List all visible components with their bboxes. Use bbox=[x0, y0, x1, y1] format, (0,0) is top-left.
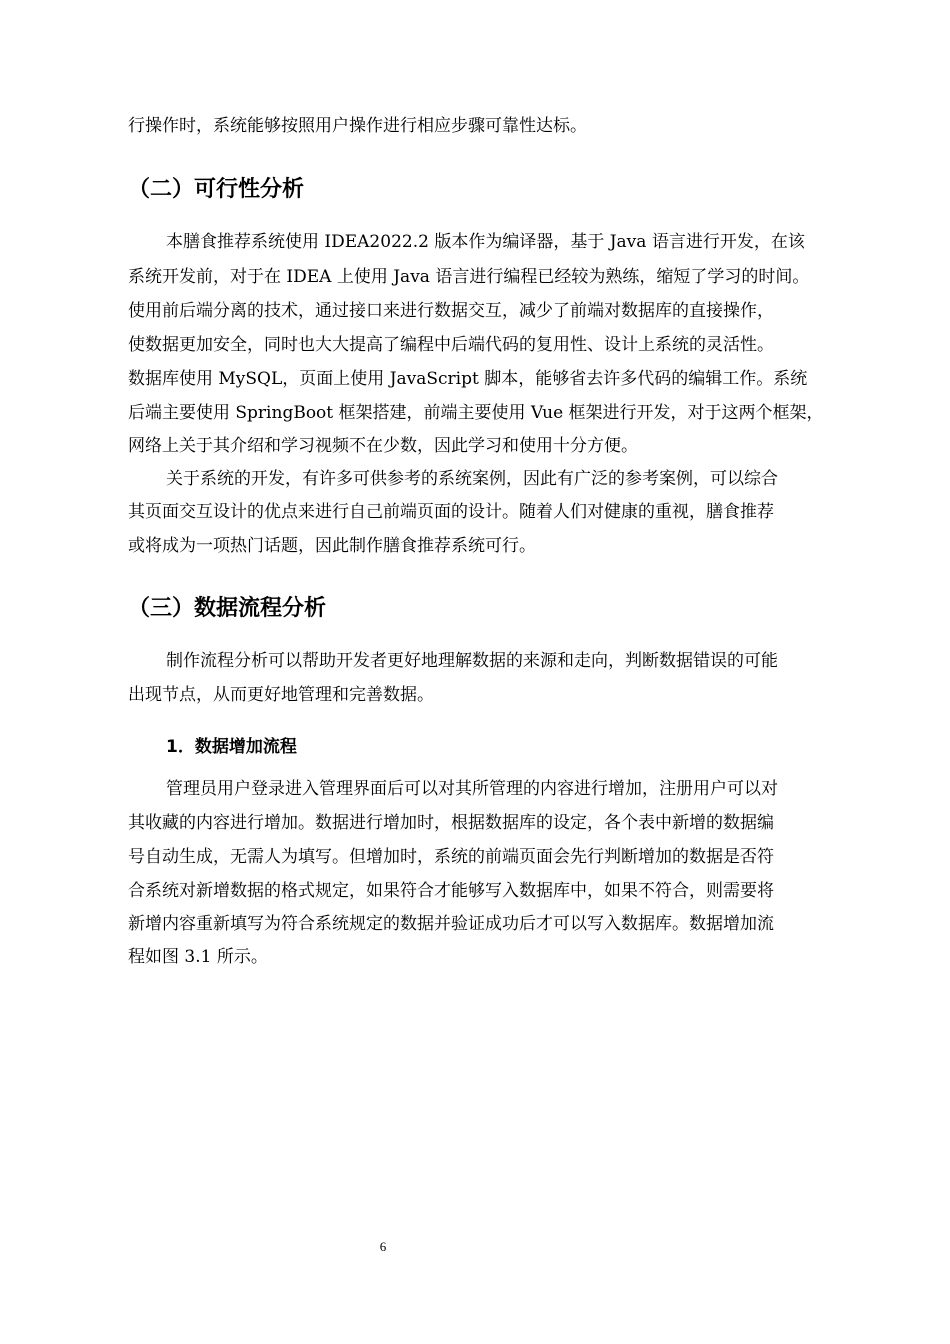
feasibility-paragraph2-line: 其页面交互设计的优点来进行自己前端页面的设计。随着人们对健康的重视，膳食推荐 bbox=[128, 502, 774, 522]
dataflow-paragraph2-line: 其收藏的内容进行增加。数据进行增加时，根据数据库的设定，各个表中新增的数据编 bbox=[128, 813, 774, 833]
dataflow-paragraph1-line: 制作流程分析可以帮助开发者更好地理解数据的来源和走向，判断数据错误的可能 bbox=[166, 651, 778, 671]
page-number: 6 bbox=[379, 1239, 387, 1254]
feasibility-paragraph2-line: 或将成为一项热门话题，因此制作膳食推荐系统可行。 bbox=[128, 536, 536, 556]
section-heading-dataflow: （三）数据流程分析 bbox=[128, 596, 327, 621]
top-paragraph-line: 行操作时，系统能够按照用户操作进行相应步骤可靠性达标。 bbox=[128, 116, 587, 136]
dataflow-paragraph2-line: 合系统对新增数据的格式规定，如果符合才能够写入数据库中，如果不符合，则需要将 bbox=[128, 881, 774, 901]
feasibility-paragraph1-line: 使用前后端分离的技术，通过接口来进行数据交互，减少了前端对数据库的直接操作， bbox=[128, 301, 774, 321]
dataflow-paragraph1-line: 出现节点，从而更好地管理和完善数据。 bbox=[128, 685, 434, 705]
feasibility-paragraph1-line: 网络上关于其介绍和学习视频不在少数，因此学习和使用十分方便。 bbox=[128, 436, 638, 456]
feasibility-paragraph1-line: 本膳食推荐系统使用 IDEA2022.2 版本作为编译器，基于 Java 语言进行开发，在该 bbox=[166, 232, 805, 252]
feasibility-paragraph1-line: 使数据更加安全，同时也大大提高了编程中后端代码的复用性、设计上系统的灵活性。 bbox=[128, 335, 774, 355]
dataflow-paragraph2-line: 新增内容重新填写为符合系统规定的数据并验证成功后才可以写入数据库。数据增加流 bbox=[128, 914, 774, 934]
dataflow-paragraph2-line: 号自动生成，无需人为填写。但增加时，系统的前端页面会先行判断增加的数据是否符 bbox=[128, 847, 774, 867]
subheading-data-add-flow: 1．数据增加流程 bbox=[166, 737, 297, 757]
feasibility-paragraph1-line: 系统开发前，对于在 IDEA 上使用 Java 语言进行编程已经较为熟练，缩短了学习的时间。 bbox=[128, 267, 810, 287]
dataflow-paragraph2-line: 管理员用户登录进入管理界面后可以对其所管理的内容进行增加，注册用户可以对 bbox=[166, 779, 778, 799]
feasibility-paragraph2-line: 关于系统的开发，有许多可供参考的系统案例，因此有广泛的参考案例，可以综合 bbox=[166, 469, 778, 489]
feasibility-paragraph1-line: 后端主要使用 SpringBoot 框架搭建，前端主要使用 Vue 框架进行开发，对于这两个框架， bbox=[128, 403, 824, 423]
section-heading-feasibility: （二）可行性分析 bbox=[128, 177, 305, 202]
feasibility-paragraph1-line: 数据库使用 MySQL，页面上使用 JavaScript 脚本，能够省去许多代码的编辑工作。系统 bbox=[128, 369, 808, 389]
dataflow-paragraph2-line: 程如图 3.1 所示。 bbox=[128, 947, 268, 967]
